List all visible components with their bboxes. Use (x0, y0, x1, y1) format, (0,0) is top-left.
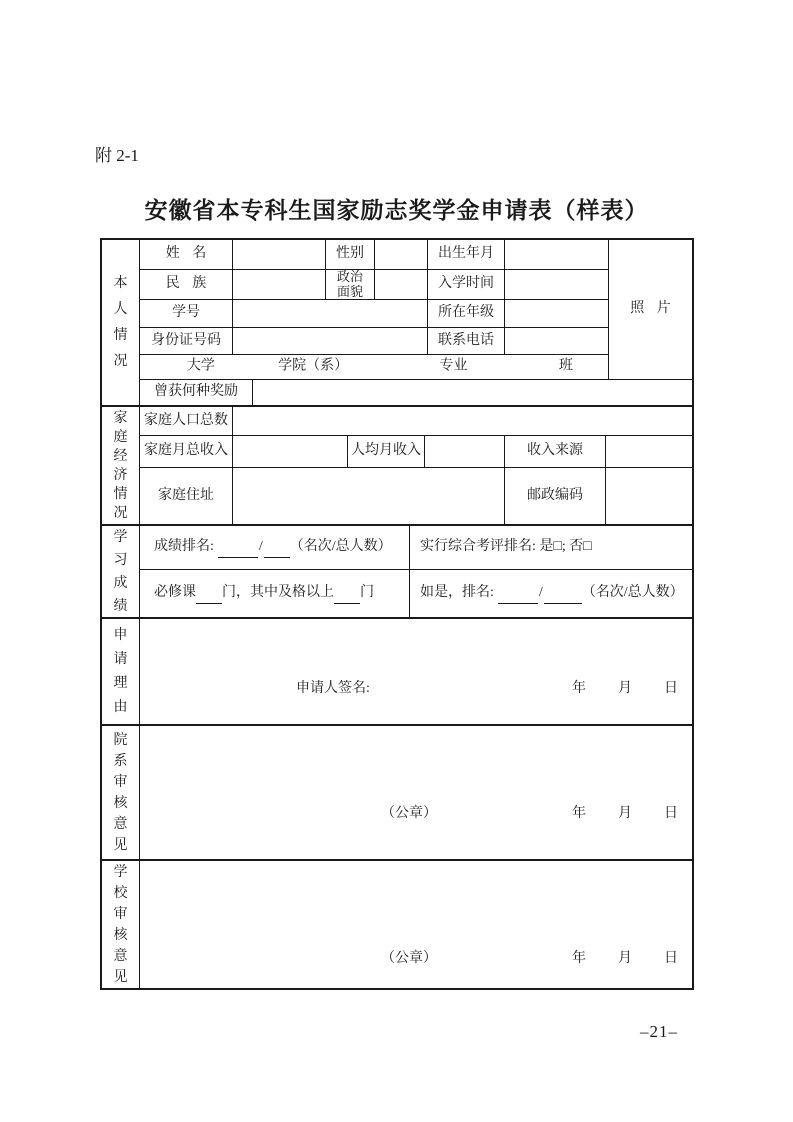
dept-seal-label: （公章） (381, 806, 437, 822)
postal-code-value (605, 467, 692, 524)
school-review-area (139, 859, 692, 988)
if-rank-blank-1 (498, 589, 538, 604)
id-number-label: 身份证号码 (139, 327, 232, 354)
grade-value (504, 299, 608, 327)
phone-value (504, 327, 608, 354)
applicant-signature-label: 申请人签名: (296, 681, 370, 697)
year-label: 年 (572, 806, 586, 822)
school-date-line (572, 951, 678, 968)
student-id-value (232, 299, 427, 327)
section-apply-reason-label: 申请理由 (113, 627, 128, 715)
dept-review-area (139, 724, 692, 859)
day-label: 日 (664, 681, 678, 697)
year-label: 年 (572, 951, 586, 967)
income-source-label: 收入来源 (504, 435, 605, 467)
apply-reason-area (139, 617, 692, 724)
if-rank-slash: / (538, 585, 543, 601)
rank-field (139, 524, 409, 569)
page-number: –21– (640, 1022, 678, 1041)
courses-part2: 门，其中及格以上 (222, 585, 334, 601)
per-capita-income-value (424, 435, 504, 467)
courses-part1: 必修课 (154, 585, 196, 601)
gender-label: 性别 (325, 240, 374, 269)
required-courses-field (139, 569, 409, 617)
section-dept-review-label: 院系审核意见 (113, 732, 128, 853)
phone-label: 联系电话 (427, 327, 504, 354)
college-label: 学院（系） (278, 358, 349, 374)
if-rank-suffix: （名次/总人数） (581, 585, 684, 601)
birth-date-value (504, 240, 608, 269)
school-seal-label: （公章） (381, 951, 437, 967)
monthly-income-label: 家庭月总收入 (139, 435, 232, 467)
day-label: 日 (664, 806, 678, 822)
if-rank-blank-2 (544, 589, 582, 604)
gender-value (374, 240, 427, 269)
monthly-income-value (232, 435, 347, 467)
per-capita-income-label: 人均月收入 (347, 435, 424, 467)
rank-prefix: 成绩排名: (154, 539, 214, 555)
comprehensive-evaluation-field: 实行综合考评排名: 是□; 否□ (409, 524, 692, 569)
section-school-review-label: 学校审核意见 (113, 864, 128, 985)
ethnicity-label: 民 族 (139, 269, 232, 299)
if-rank-prefix: 如是，排名: (420, 585, 494, 601)
day-label: 日 (664, 951, 678, 967)
household-size-label: 家庭人口总数 (139, 405, 232, 435)
section-family-economy-label: 家庭经济情况 (113, 410, 128, 521)
rank-suffix: （名次/总人数） (289, 539, 392, 555)
name-value (232, 240, 325, 269)
form-title: 安徽省本专科生国家励志奖学金申请表（样表） (144, 198, 649, 223)
address-value (232, 467, 504, 524)
political-status-label-text: 政治面貌 (336, 268, 363, 299)
ethnicity-value (232, 269, 325, 299)
section-apply-reason (102, 617, 139, 724)
awards-label: 曾获何种奖励 (139, 379, 252, 405)
university-label: 大学 (186, 358, 215, 374)
section-personal-info (102, 240, 139, 405)
application-form-table (100, 238, 694, 990)
dept-date-line (572, 806, 678, 823)
courses-blank-2 (334, 589, 360, 604)
postal-code-label: 邮政编码 (504, 467, 605, 524)
courses-blank-1 (196, 589, 222, 604)
income-source-value (605, 435, 692, 467)
id-number-value (232, 327, 427, 354)
political-status-value (374, 269, 427, 299)
name-label: 姓 名 (139, 240, 232, 269)
section-academic (102, 524, 139, 617)
class-label: 班 (558, 358, 573, 374)
rank-slash: / (258, 539, 263, 555)
awards-value (252, 379, 692, 405)
section-academic-label: 学习成绩 (113, 529, 128, 614)
month-label: 月 (618, 951, 632, 967)
major-label: 专业 (439, 358, 468, 374)
org-line (139, 354, 608, 379)
reason-date-line (572, 681, 678, 698)
if-yes-rank-field (409, 569, 692, 617)
photo-box: 照 片 (608, 240, 692, 379)
address-label: 家庭住址 (139, 467, 232, 524)
enrollment-date-label: 入学时间 (427, 269, 504, 299)
birth-date-label: 出生年月 (427, 240, 504, 269)
grade-label: 所在年级 (427, 299, 504, 327)
section-school-review (102, 859, 139, 988)
student-id-label: 学号 (139, 299, 232, 327)
month-label: 月 (618, 681, 632, 697)
attachment-label: 附 2-1 (95, 146, 139, 165)
month-label: 月 (618, 806, 632, 822)
year-label: 年 (572, 681, 586, 697)
section-dept-review (102, 724, 139, 859)
courses-part3: 门 (360, 585, 374, 601)
household-size-value (232, 405, 692, 435)
enrollment-date-value (504, 269, 608, 299)
section-personal-info-label: 本人情况 (113, 275, 128, 369)
rank-blank-1 (218, 543, 258, 558)
rank-blank-2 (264, 543, 290, 558)
section-family-economy (102, 405, 139, 524)
political-status-label (325, 269, 374, 299)
